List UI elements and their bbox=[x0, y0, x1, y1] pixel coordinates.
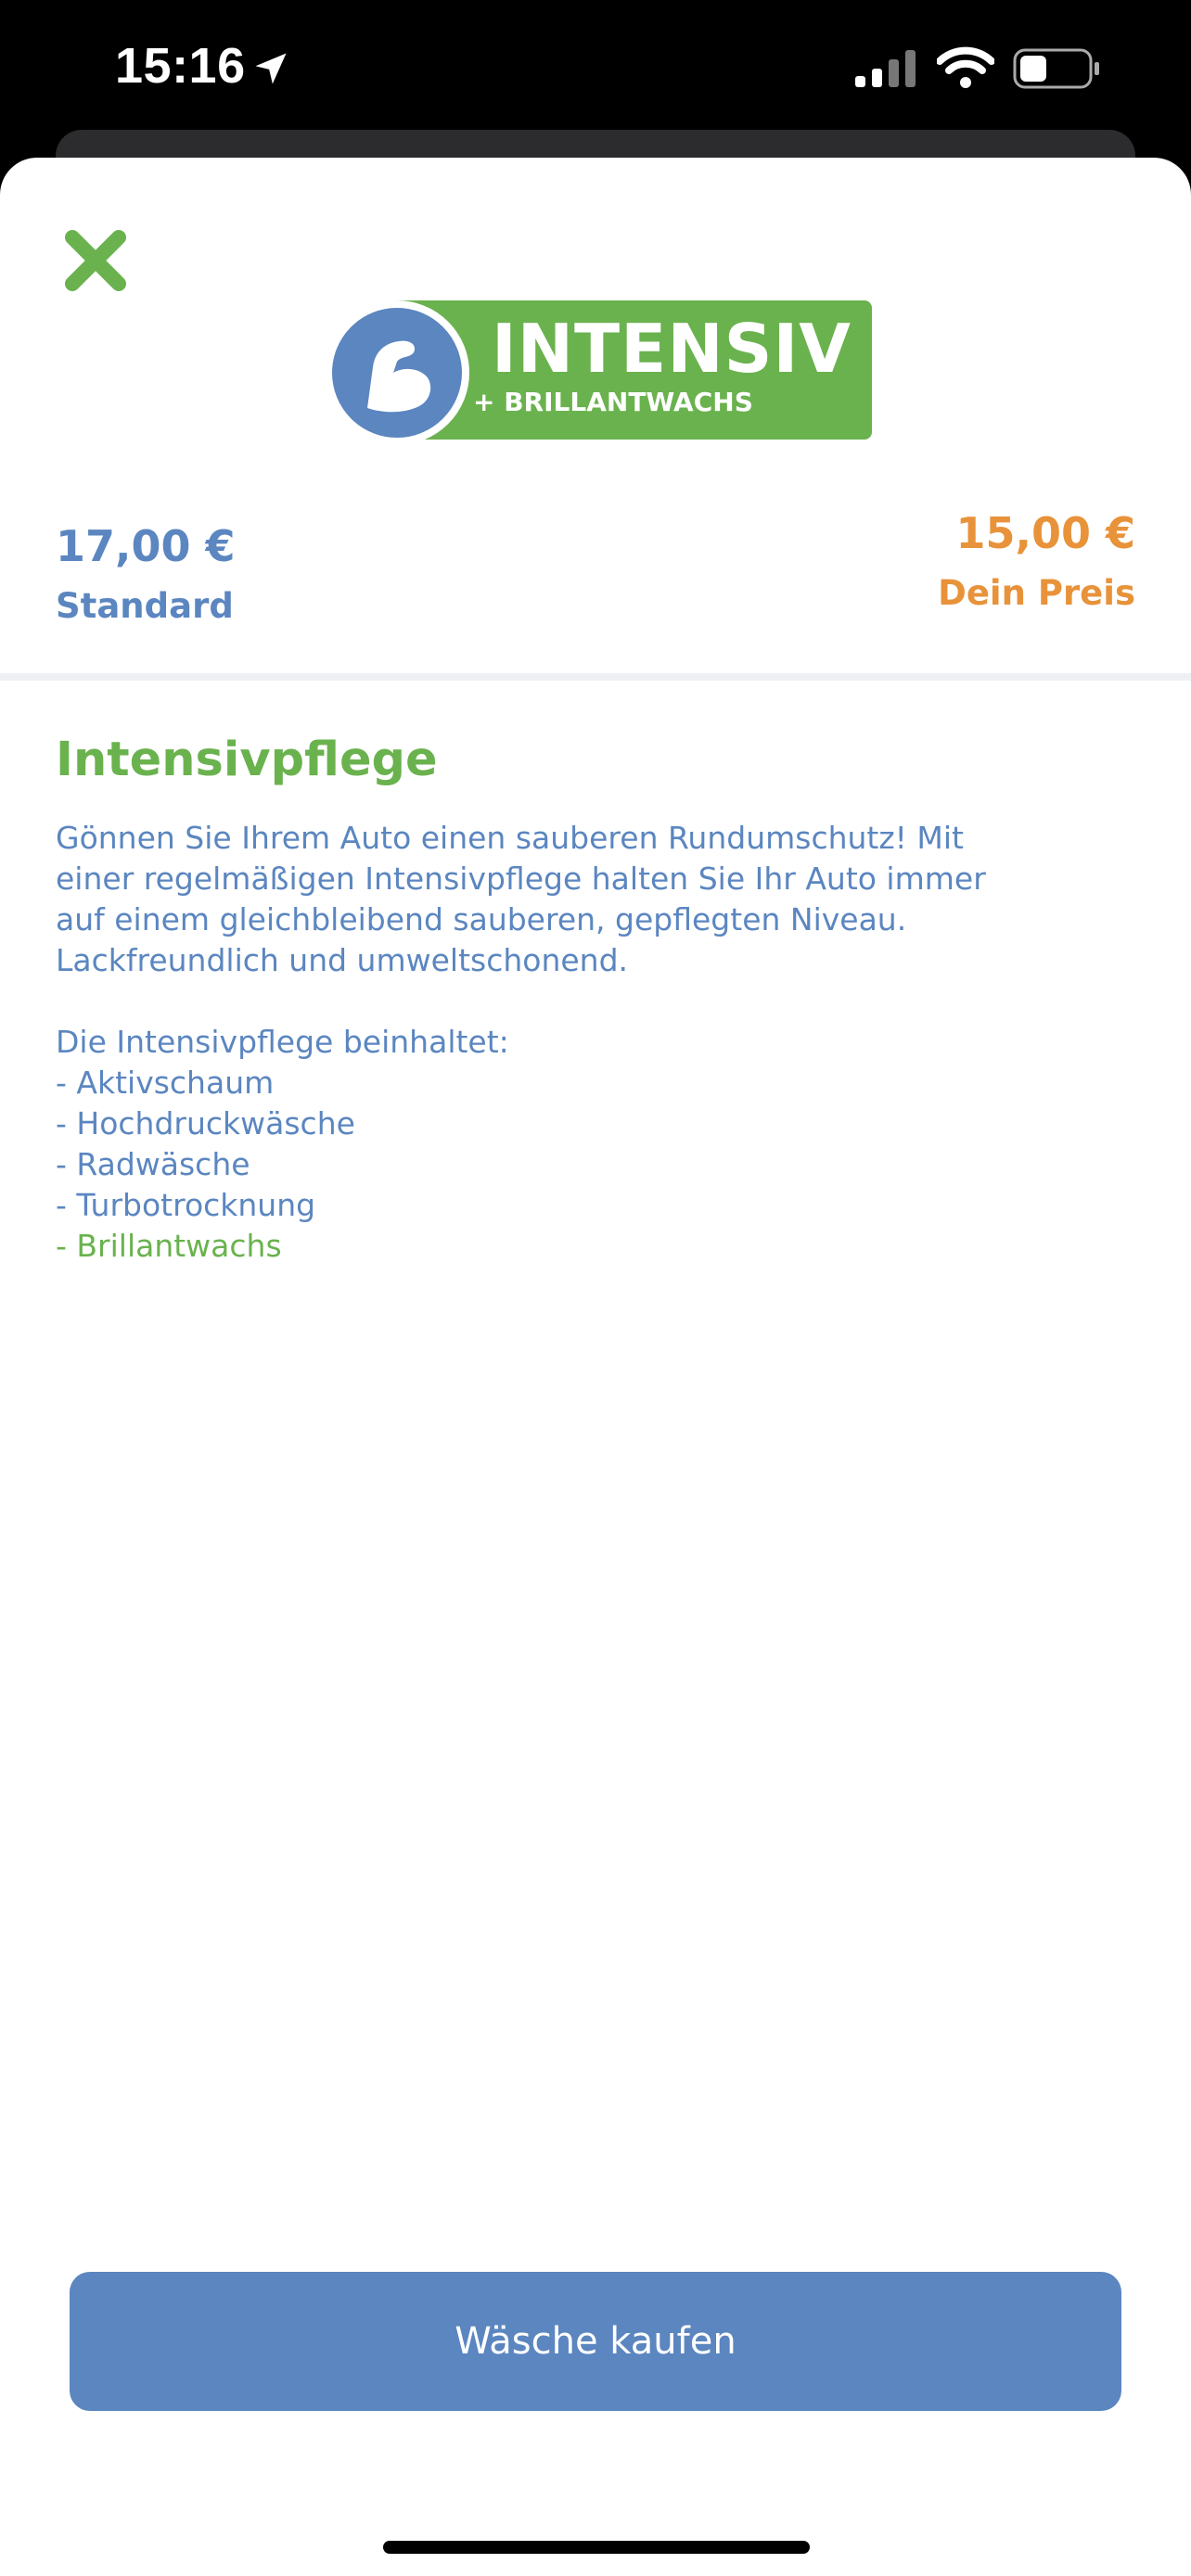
list-item: - Hochdruckwäsche bbox=[56, 1105, 355, 1141]
your-price-label: Dein Preis bbox=[938, 573, 1135, 613]
section-title: Intensivpflege bbox=[56, 733, 438, 787]
product-badge bbox=[325, 300, 872, 445]
list-item: - Turbotrocknung bbox=[56, 1187, 316, 1223]
status-bar bbox=[0, 0, 1191, 139]
badge-subtitle: + BRILLANTWACHS bbox=[473, 387, 753, 417]
list-item: - Radwäsche bbox=[56, 1146, 250, 1182]
product-sheet bbox=[0, 158, 1191, 2576]
wifi-icon bbox=[937, 46, 994, 89]
buy-button[interactable]: Wäsche kaufen bbox=[70, 2272, 1121, 2411]
your-price: 15,00 € bbox=[955, 508, 1135, 558]
includes-heading: Die Intensivpflege beinhaltet: bbox=[56, 1024, 509, 1060]
battery-icon bbox=[1013, 48, 1102, 89]
close-icon[interactable] bbox=[63, 228, 128, 293]
includes-list bbox=[56, 1022, 1141, 1267]
badge-circle bbox=[325, 300, 469, 445]
description: Gönnen Sie Ihrem Auto einen sauberen Rundumschutz! Mit einer regelmäßigen Intensivpflege halten Sie Ihr Auto immer auf einem gleichbleibend sauberen, gepflegten Niveau. Lackfreundlich und umweltschonend. bbox=[56, 820, 986, 978]
home-indicator bbox=[383, 2541, 810, 2554]
location-arrow-icon bbox=[250, 48, 291, 89]
standard-label: Standard bbox=[56, 586, 234, 626]
status-time: 15:16 bbox=[115, 38, 246, 94]
list-item: - Brillantwachs bbox=[56, 1228, 282, 1264]
cellular-signal-icon bbox=[855, 50, 920, 87]
standard-price: 17,00 € bbox=[56, 521, 236, 571]
list-item: - Aktivschaum bbox=[56, 1065, 275, 1101]
flexed-arm-icon bbox=[332, 308, 462, 438]
badge-title: INTENSIV bbox=[492, 310, 852, 388]
divider bbox=[0, 673, 1191, 681]
